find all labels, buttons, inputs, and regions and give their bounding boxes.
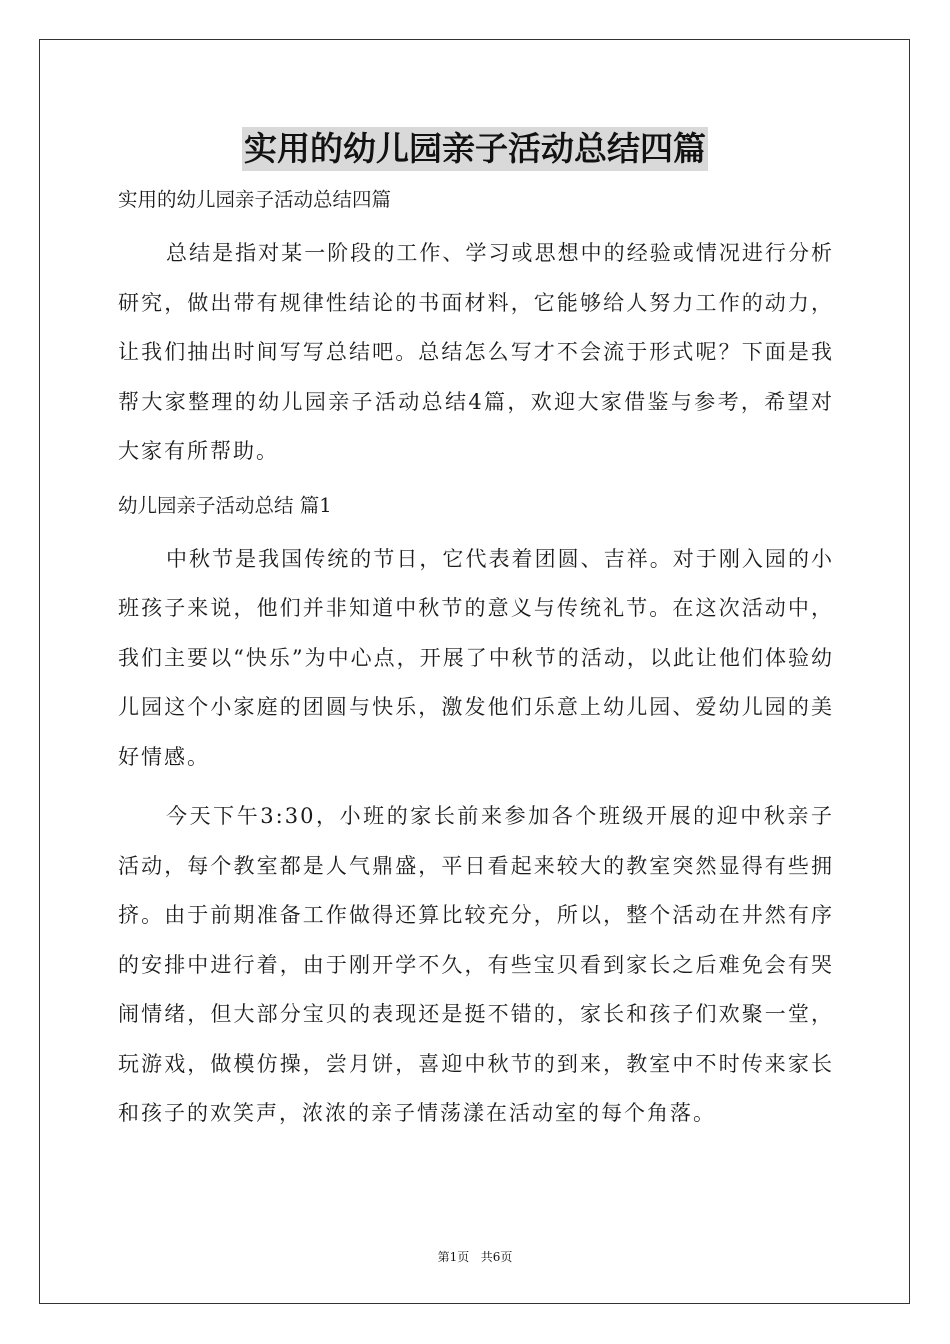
spacer — [118, 477, 834, 484]
document-title: 实用的幼儿园亲子活动总结四篇 — [242, 127, 708, 171]
body-paragraph-2: 今天下午3:30，小班的家长前来参加各个班级开展的迎中秋亲子活动，每个教室都是人气鼎盛，平日看起来较大的教室突然显得有些拥挤。由于前期准备工作做得还算比较充分，所以，整个活动在井然有序的安排中进行着，由于刚开学不久，有些宝贝看到家长之后难免会有哭闹情绪，但大部分宝贝的表现还是挺不错的，家长和孩子们欢聚一堂，玩游戏，做模仿操，尝月饼，喜迎中秋节的到来，教室中不时传来家长和孩子的欢笑声，浓浓的亲子情荡漾在活动室的每个角落。 — [118, 804, 834, 1125]
section-heading: 幼儿园亲子活动总结 篇1 — [118, 493, 332, 517]
intro-paragraph: 总结是指对某一阶段的工作、学习或思想中的经验或情况进行分析研究，做出带有规律性结论的书面材料，它能够给人努力工作的动力，让我们抽出时间写写总结吧。总结怎么写才不会流于形式呢？下面是我帮大家整理的幼儿园亲子活动总结4篇，欢迎大家借鉴与参考，希望对大家有所帮助。 — [118, 241, 834, 463]
title-container — [0, 127, 950, 171]
page-footer: 第1页 共6页 — [437, 1250, 513, 1264]
document-subtitle: 实用的幼儿园亲子活动总结四篇 — [118, 188, 392, 211]
spacer — [118, 782, 834, 792]
body-paragraph-1: 中秋节是我国传统的节日，它代表着团圆、吉祥。对于刚入园的小班孩子来说，他们并非知道中秋节的意义与传统礼节。在这次活动中，我们主要以“快乐”为中心点，开展了中秋节的活动，以此让他们体验幼儿园这个小家庭的团圆与快乐，激发他们乐意上幼儿园、爱幼儿园的美好情感。 — [118, 546, 834, 769]
document-body — [118, 178, 834, 1139]
spacer — [118, 528, 834, 535]
spacer — [118, 222, 834, 229]
